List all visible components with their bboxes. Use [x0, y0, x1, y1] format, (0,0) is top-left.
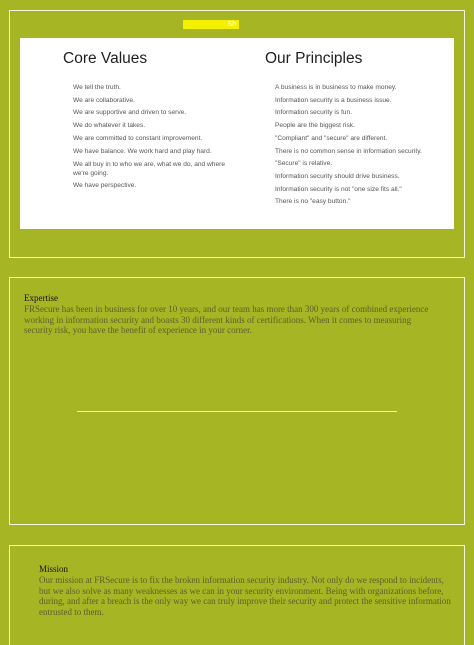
list-item: Information security is a business issue. — [275, 96, 392, 104]
list-item: Information security is not "one size fits all." — [275, 185, 402, 193]
list-item: There is no common sense in information security. — [275, 147, 422, 155]
principles-title: Our Principles — [265, 50, 363, 67]
list-item: Information security should drive business. — [275, 172, 400, 180]
expertise-title: Expertise — [24, 293, 58, 303]
list-item: A business is in business to make money. — [275, 84, 397, 91]
list-item: We tell the truth. — [73, 84, 121, 91]
values-card — [20, 38, 454, 229]
list-item: We do whatever it takes. — [73, 122, 146, 130]
core-values-list — [73, 82, 233, 193]
list-item: There is no "easy button." — [275, 198, 351, 206]
core-values-title: Core Values — [63, 50, 148, 67]
mission-title: Mission — [39, 564, 69, 574]
list-item: People are the biggest risk. — [275, 122, 355, 130]
list-item: We all buy in to who we are, what we do, and where we're going. — [73, 161, 225, 178]
list-item: Information security is fun. — [275, 109, 352, 117]
list-item: We are collaborative. — [73, 96, 135, 104]
list-item: We have balance. We work hard and play hard. — [73, 147, 212, 155]
principles-list — [275, 82, 445, 209]
list-item: "Compliant" and "secure" are different. — [275, 134, 388, 142]
list-item: We are committed to constant improvement. — [73, 134, 203, 142]
list-item: We have perspective. — [73, 182, 137, 190]
mission-text: Our mission at FRSecure is to fix the broken information security industry. Not only do we respond to incidents, but we also solve as many weaknesses as we can in your security environment. Being with organizations before, during, and after a breach is the only way we can truly improve their security and protect the sensitive information entrusted to them. — [39, 575, 451, 617]
expertise-text: FRSecure has been in business for over 10 years, and our team has more than 300 years of combined experience working in information security and boasts 30 different kinds of certifications. When it comes to measuring security risk, you have the benefit of experience in your corner. — [24, 304, 429, 336]
divider — [77, 411, 397, 412]
highlight-tab: Sh — [183, 20, 239, 29]
list-item: "Secure" is relative. — [275, 160, 333, 168]
list-item: We are supportive and driven to serve. — [73, 109, 187, 117]
